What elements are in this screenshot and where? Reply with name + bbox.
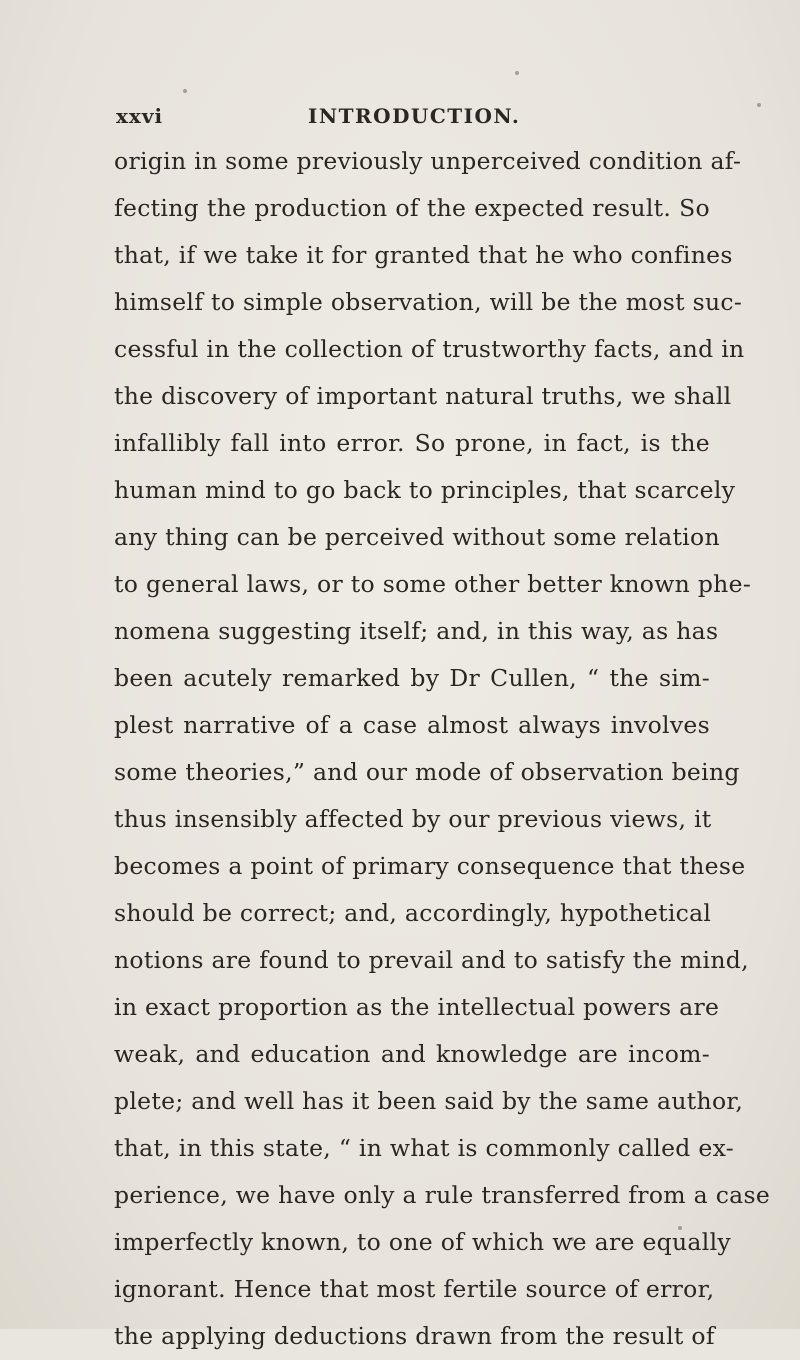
- running-head: INTRODUCTION.: [308, 104, 521, 128]
- text-line: been acutely remarked by Dr Cullen, “ the sim-: [114, 664, 710, 692]
- text-line: human mind to go back to principles, that scarcely: [114, 476, 736, 504]
- text-line: weak, and education and knowledge are incom-: [114, 1040, 710, 1068]
- text-line: that, if we take it for granted that he who confines: [114, 241, 733, 269]
- text-line: to general laws, or to some other better known phe-: [114, 570, 752, 598]
- text-line: cessful in the collection of trustworthy facts, and in: [114, 335, 745, 363]
- text-line: that, in this state, “ in what is commonly called ex-: [114, 1134, 734, 1162]
- text-line: imperfectly known, to one of which we are equally: [114, 1228, 731, 1256]
- text-line: perience, we have only a rule transferred from a case: [114, 1181, 771, 1209]
- text-line: nomena suggesting itself; and, in this way, as has: [114, 617, 719, 645]
- text-line: thus insensibly affected by our previous views, it: [114, 805, 712, 833]
- paper-speck: [183, 89, 187, 93]
- text-line: plest narrative of a case almost always involves: [114, 711, 710, 739]
- text-line: notions are found to prevail and to satisfy the mind,: [114, 946, 749, 974]
- text-line: infallibly fall into error. So prone, in fact, is the: [114, 429, 710, 457]
- paper-speck: [757, 103, 761, 107]
- body-paragraph: [114, 138, 771, 1360]
- page-number: xxvi: [116, 104, 164, 128]
- text-line: in exact proportion as the intellectual powers are: [114, 993, 720, 1021]
- text-line: some theories,” and our mode of observation being: [114, 758, 740, 786]
- text-line: the discovery of important natural truths, we shall: [114, 382, 732, 410]
- text-line: should be correct; and, accordingly, hypothetical: [114, 899, 712, 927]
- text-line: ignorant. Hence that most fertile source of error,: [114, 1275, 715, 1303]
- text-line: any thing can be perceived without some relation: [114, 523, 720, 551]
- text-line: himself to simple observation, will be the most suc-: [114, 288, 743, 316]
- text-line: plete; and well has it been said by the same author,: [114, 1087, 744, 1115]
- paper-speck: [515, 71, 519, 75]
- page-header: [116, 104, 716, 134]
- text-line: fecting the production of the expected result. So: [114, 194, 710, 222]
- text-line: the applying deductions drawn from the result of: [114, 1322, 715, 1350]
- text-line: becomes a point of primary consequence that these: [114, 852, 746, 880]
- text-line: origin in some previously unperceived condition af-: [114, 147, 742, 175]
